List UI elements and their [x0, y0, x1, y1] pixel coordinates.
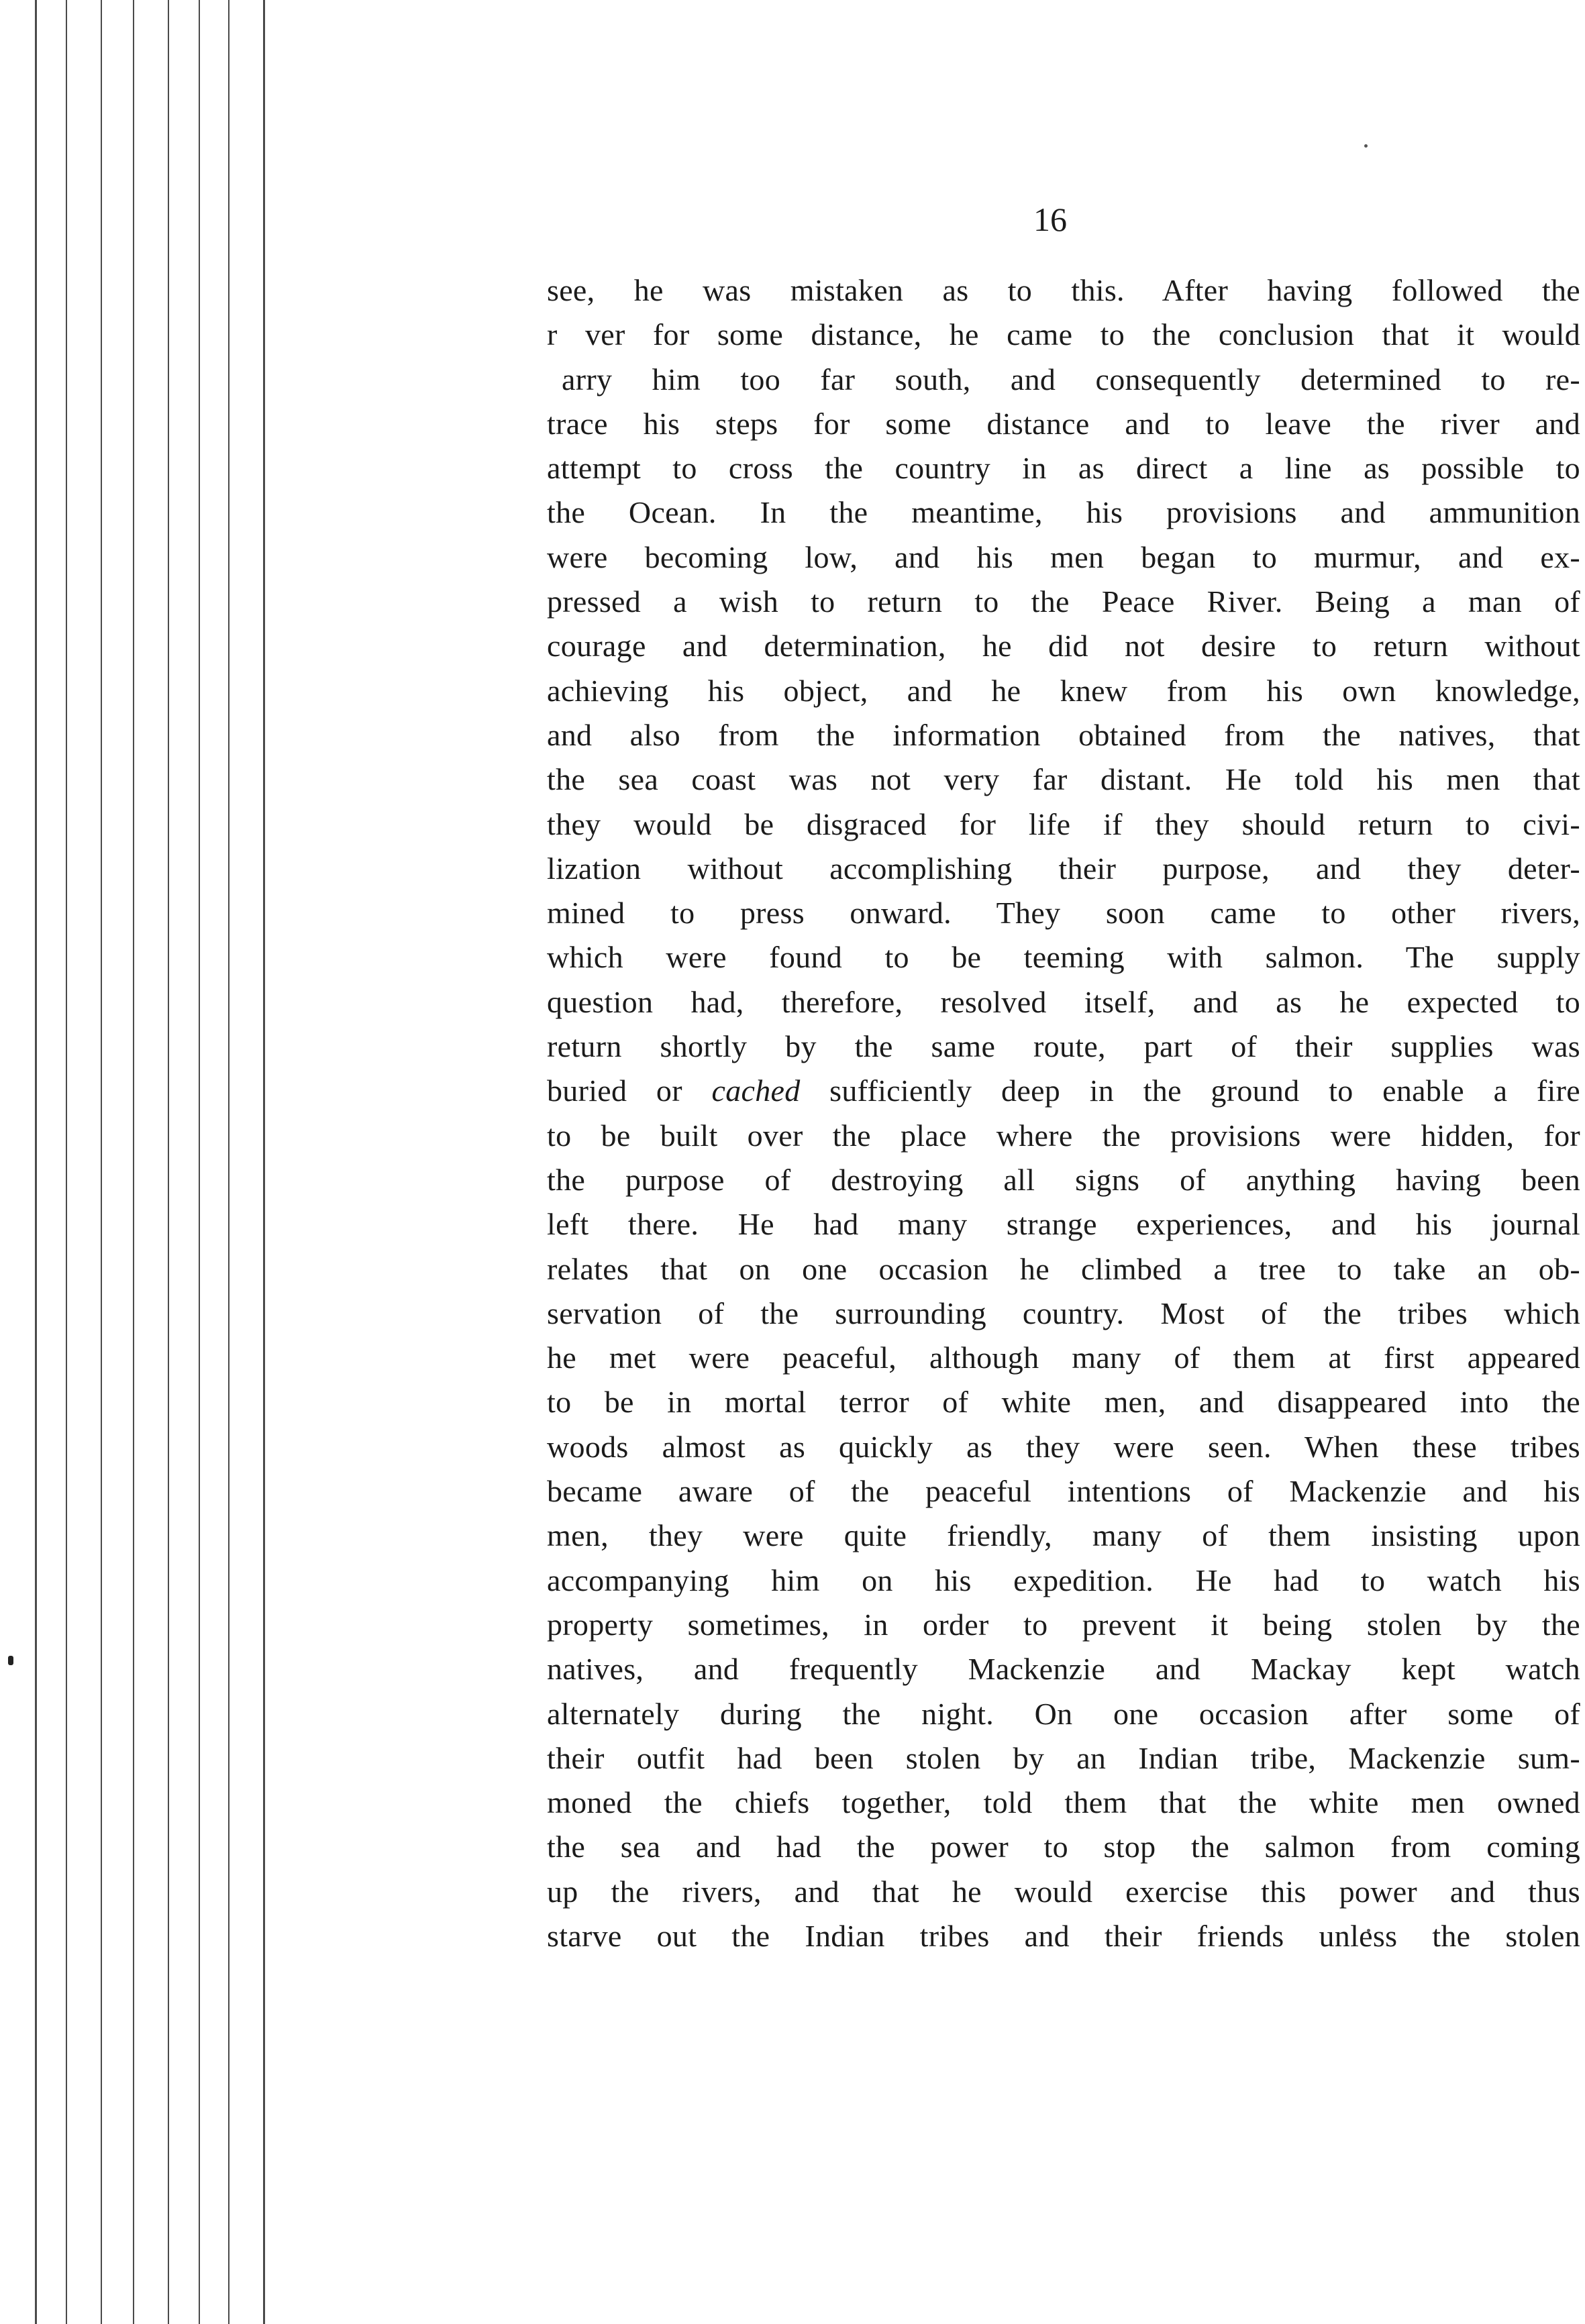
text-line: left there. He had many strange experiences, and his journal: [547, 1207, 1580, 1242]
text-line: lization without accomplishing their purpose, and they deter-: [547, 851, 1580, 886]
text-line: were becoming low, and his men began to murmur, and ex-: [547, 539, 1580, 574]
text-line: the purpose of destroying all signs of anything having been: [547, 1162, 1580, 1197]
text-line: accompanying him on his expedition. He had to watch his: [547, 1563, 1580, 1597]
text-line: return shortly by the same route, part of their supplies was: [547, 1029, 1580, 1064]
page-edge-line: [133, 0, 134, 2324]
page-edge-line: [168, 0, 169, 2324]
text-line: men, they were quite friendly, many of them insisting upon: [547, 1518, 1580, 1553]
text-line: the sea and had the power to stop the salmon from coming: [547, 1830, 1580, 1864]
text-line: [547, 1069, 1580, 1113]
scan-mark: [8, 1656, 13, 1665]
text-line: and also from the information obtained from the natives, that: [547, 717, 1580, 752]
text-line-end: sufficiently deep in the ground to enable a fire: [829, 1073, 1580, 1108]
text-line: attempt to cross the country in as direct a line as possible to: [547, 451, 1580, 486]
text-line: trace his steps for some distance and to leave the river and: [547, 406, 1580, 441]
text-line: question had, therefore, resolved itself, and as he expected to: [547, 984, 1580, 1019]
text-line: relates that on one occasion he climbed a tree to take an ob-: [547, 1251, 1580, 1286]
page-edge-line: [35, 0, 37, 2324]
text-line: natives, and frequently Mackenzie and Mackay kept watch: [547, 1652, 1580, 1687]
text-line: see, he was mistaken as to this. After having followed the: [547, 273, 1580, 307]
text-line: to be in mortal terror of white men, and disappeared into the: [547, 1385, 1580, 1420]
text-line: which were found to be teeming with salmon. The supply: [547, 940, 1580, 975]
text-line: became aware of the peaceful intentions of Mackenzie and his: [547, 1474, 1580, 1509]
page-edge-line: [263, 0, 265, 2324]
scan-speck: [1364, 144, 1368, 148]
page-edge-line: [66, 0, 67, 2324]
text-line: servation of the surrounding country. Most of the tribes which: [547, 1296, 1580, 1330]
text-line: property sometimes, in order to prevent it being stolen by the: [547, 1607, 1580, 1642]
text-line: courage and determination, he did not desire to return without: [547, 629, 1580, 664]
text-line: the Ocean. In the meantime, his provisions and ammunition: [547, 495, 1580, 530]
text-line: to be built over the place where the provisions were hidden, for: [547, 1118, 1580, 1153]
page-number: 16: [1033, 201, 1067, 238]
text-line: starve out the Indian tribes and their friends unless the stolen: [547, 1918, 1580, 1953]
text-line-start: buried or: [547, 1073, 682, 1108]
text-line: moned the chiefs together, told them that the white men owned: [547, 1785, 1580, 1820]
body-text: [547, 268, 1580, 1958]
page-edge-line: [101, 0, 102, 2324]
text-line: he met were peaceful, although many of them at first appeared: [547, 1340, 1580, 1375]
text-line: they would be disgraced for life if they should return to civi-: [547, 806, 1580, 841]
text-line: mined to press onward. They soon came to other rivers,: [547, 896, 1580, 931]
page-edge-line: [228, 0, 229, 2324]
text-line: their outfit had been stolen by an Indian tribe, Mackenzie sum-: [547, 1740, 1580, 1775]
text-line: pressed a wish to return to the Peace River. Being a man of: [547, 584, 1580, 619]
text-line: r ver for some distance, he came to the conclusion that it would: [547, 317, 1580, 352]
text-line: achieving his object, and he knew from his own knowledge,: [547, 673, 1580, 708]
text-line: up the rivers, and that he would exercise this power and thus: [547, 1874, 1580, 1909]
italic-word: cached: [711, 1073, 801, 1108]
text-line: woods almost as quickly as they were seen. When these tribes: [547, 1429, 1580, 1464]
text-line: arry him too far south, and consequently determined to re-: [562, 362, 1580, 397]
text-line: alternately during the night. On one occasion after some of: [547, 1696, 1580, 1731]
page-edge-line: [199, 0, 200, 2324]
text-line: the sea coast was not very far distant. He told his men that: [547, 762, 1580, 797]
stacked-page-edges: [0, 0, 295, 2324]
